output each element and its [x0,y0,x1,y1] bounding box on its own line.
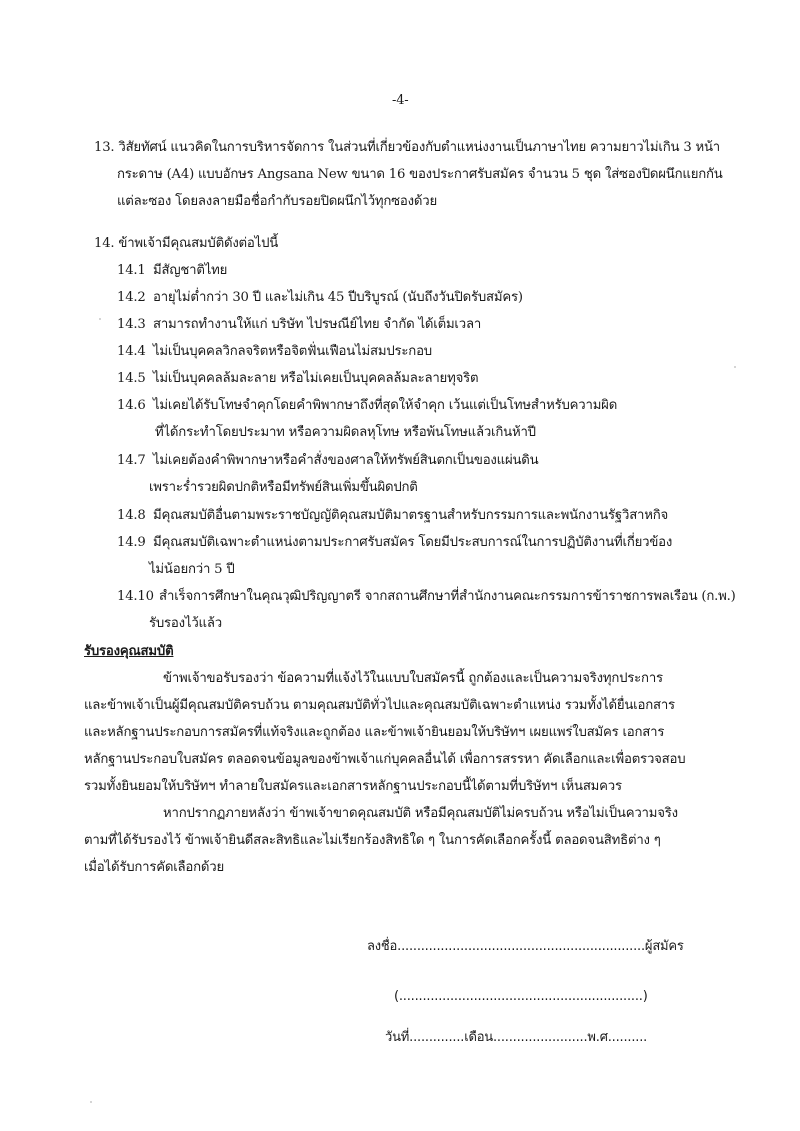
certification-p2-line-3: เมื่อได้รับการคัดเลือกด้วย [84,860,225,875]
signature-field[interactable]: ............................................................... [397,939,645,954]
signature-line [367,938,684,956]
scan-speck [734,366,736,368]
subitem-number: 14.1 [117,263,146,278]
subitem-text: สามารถทำงานให้แก่ บริษัท ไปรษณีย์ไทย จำกัด ได้เต็มเวลา [153,317,482,332]
item-14-number: 14. [94,236,115,251]
item-14-title: ข้าพเจ้ามีคุณสมบัติดังต่อไปนี้ [118,236,279,251]
certification-p1-line-1: ข้าพเจ้าขอรับรองว่า ข้อความที่แจ้งไว้ในแบบใบสมัครนี้ ถูกต้องและเป็นความจริงทุกประการ [163,671,663,686]
name-close-paren: ) [642,989,648,1004]
subitem-14-9-line-2: ไม่น้อยกว่า 5 ปี [149,562,235,577]
subitem-number: 14.10 [117,589,154,604]
subitem-number: 14.3 [117,317,146,332]
item-13-text: วิสัยทัศน์ แนวคิดในการบริหารจัดการ ในส่วนที่เกี่ยวข้องกับตำแหน่งงานเป็นภาษาไทย ความยาวไม่เกิน 3 หน้า [118,140,721,155]
subitem-14-8 [117,507,668,525]
subitem-number: 14.8 [117,508,146,523]
subitem-text: มีคุณสมบัติอื่นตามพระราชบัญญัติคุณสมบัติมาตรฐานสำหรับกรรมการและพนักงานรัฐวิสาหกิจ [153,508,669,523]
subitem-text: มีคุณสมบัติเฉพาะตำแหน่งตามประกาศรับสมัคร โดยมีประสบการณ์ในการปฏิบัติงานที่เกี่ยวข้อง [153,535,673,550]
subitem-text: อายุไม่ต่ำกว่า 30 ปี และไม่เกิน 45 ปีบริบูรณ์ (นับถึงวันปิดรับสมัคร) [153,290,523,305]
subitem-14-2 [117,289,523,307]
subitem-14-1 [117,262,227,280]
subitem-14-5 [117,370,478,388]
subitem-text: มีสัญชาติไทย [153,263,228,278]
item-14-title-line [94,235,278,253]
item-13-number: 13. [94,140,115,155]
subitem-14-10-line-2: รับรองไว้แล้ว [149,616,222,631]
subitem-14-7-line-2: เพราะร่ำรวยผิดปกติหรือมีทรัพย์สินเพิ่มขึ้นผิดปกติ [149,480,418,495]
certification-p2-line-1: หากปรากฏภายหลังว่า ข้าพเจ้าขาดคุณสมบัติ หรือมีคุณสมบัติไม่ครบถ้วน หรือไม่เป็นความจริง [163,806,678,821]
date-line [385,1029,647,1047]
printed-name-field[interactable]: .............................................................. [398,989,643,1004]
day-label: วันที่ [385,1030,410,1045]
subitem-number: 14.9 [117,535,146,550]
month-field[interactable]: ........................ [493,1030,588,1045]
subitem-number: 14.5 [117,371,146,386]
scan-speck [90,1101,92,1103]
subitem-text: ไม่เป็นบุคคลวิกลจริตหรือจิตฟั่นเฟือนไม่สมประกอบ [153,344,432,359]
name-open-paren: ( [394,989,399,1004]
scan-speck [99,318,101,320]
subitem-text: ไม่เคยได้รับโทษจำคุกโดยคำพิพากษาถึงที่สุดให้จำคุก เว้นแต่เป็นโทษสำหรับความผิด [153,398,618,413]
item-13-line-3: แต่ละซอง โดยลงลายมือชื่อกำกับรอยปิดผนึกไว้ทุกซองด้วย [117,194,437,209]
page-number: -4- [392,93,409,108]
subitem-number: 14.2 [117,290,146,305]
certification-p2-line-2: ตามที่ได้รับรองไว้ ข้าพเจ้ายินดีสละสิทธิและไม่เรียกร้องสิทธิใด ๆ ในการคัดเลือกครั้งนี้ ตลอดจนสิทธิต่าง ๆ [84,833,661,848]
certification-p1-line-4: หลักฐานประกอบใบสมัคร ตลอดจนข้อมูลของข้าพเจ้าแก่บุคคลอื่นได้ เพื่อการสรรหา คัดเลือกและเพื่อตรวจสอบ [84,752,686,767]
certification-heading: รับรองคุณสมบัติ [84,644,174,659]
certification-p1-line-3: และหลักฐานประกอบการสมัครที่แท้จริงและถูกต้อง และข้าพเจ้ายินยอมให้บริษัทฯ เผยแพร่ใบสมัคร เอกสาร [84,725,665,740]
subitem-14-6 [117,397,617,415]
item-13-line-2: กระดาษ (A4) แบบอักษร Angsana New ขนาด 16 ของประกาศรับสมัคร จำนวน 5 ชุด ใส่ซองปิดผนึกแยกกัน [117,167,723,182]
subitem-text: ไม่เคยต้องคำพิพากษาหรือคำสั่งของศาลให้ทรัพย์สินตกเป็นของแผ่นดิน [153,453,539,468]
subitem-number: 14.6 [117,398,146,413]
subitem-number: 14.7 [117,453,146,468]
certification-p1-line-5: รวมทั้งยินยอมให้บริษัทฯ ทำลายใบสมัครและเอกสารหลักฐานประกอบนี้ได้ตามที่บริษัทฯ เห็นสมควร [84,779,622,794]
subitem-14-9 [117,534,672,552]
printed-name-line [394,988,648,1006]
month-label: เดือน [464,1030,493,1045]
subitem-text: สำเร็จการศึกษาในคุณวุฒิปริญญาตรี จากสถานศึกษาที่สำนักงานคณะกรรมการข้าราชการพลเรือน (ก.พ.) [159,589,736,604]
subitem-text: ไม่เป็นบุคคลล้มละลาย หรือไม่เคยเป็นบุคคลล้มละลายทุจริต [153,371,479,386]
subitem-14-10 [117,588,736,606]
year-label: พ.ศ [587,1030,608,1045]
sign-label: ลงชื่อ [367,939,398,954]
subitem-14-3 [117,316,481,334]
item-13-line-1 [94,139,720,157]
subitem-14-7 [117,452,538,470]
applicant-label: ผู้สมัคร [644,939,684,954]
year-field[interactable]: .......... [607,1030,648,1045]
subitem-number: 14.4 [117,344,146,359]
subitem-14-4 [117,343,432,361]
certification-p1-line-2: และข้าพเจ้าเป็นผู้มีคุณสมบัติครบถ้วน ตามคุณสมบัติทั่วไปและคุณสมบัติเฉพาะตำแหน่ง รวมทั้งได้ยื่นเอกสาร [84,698,675,713]
day-field[interactable]: .............. [409,1030,465,1045]
subitem-14-6-line-2: ที่ได้กระทำโดยประมาท หรือความผิดลหุโทษ หรือพ้นโทษแล้วเกินห้าปี [155,425,536,440]
